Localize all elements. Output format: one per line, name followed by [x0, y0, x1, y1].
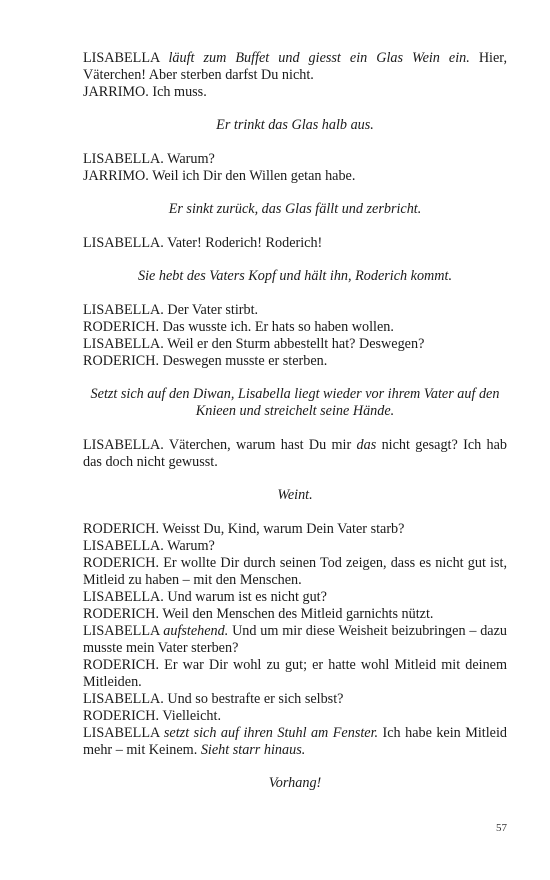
dialogue-line: RODERICH. Er war Dir wohl zu gut; er hatte wohl Mitleid mit deinem Mitleiden. — [83, 657, 507, 690]
dialogue-line: RODERICH. Weil den Menschen des Mitleid garnichts nützt. — [83, 606, 434, 622]
play-text — [83, 50, 507, 792]
stage-direction: Sie hebt des Vaters Kopf und hält ihn, Roderich kommt. — [137, 268, 453, 284]
stage-direction: Er trinkt das Glas halb aus. — [216, 117, 374, 133]
dialogue-line: LISABELLA. Der Vater stirbt. — [83, 302, 259, 318]
speech: Und um mir diese Weisheit beizubringen – dazu musste mein Vater sterben? — [83, 623, 508, 656]
speaker-name: LISABELLA — [83, 50, 160, 66]
speech: Hier, Väterchen! Aber sterben darfst Du nicht. — [83, 50, 507, 83]
dialogue-line: RODERICH. Vielleicht. — [83, 708, 221, 724]
dialogue-line: JARRIMO. Ich muss. — [83, 84, 207, 100]
speaker-name: LISABELLA — [83, 725, 160, 741]
emphasis: das — [356, 437, 377, 453]
dialogue-line: LISABELLA. Und warum ist es nicht gut? — [83, 589, 327, 605]
speech: Ich habe kein Mitleid mehr – mit Keinem. — [83, 725, 507, 758]
dialogue-line: RODERICH. Deswegen musste er sterben. — [83, 353, 328, 369]
dialogue-line: RODERICH. Das wusste ich. Er hats so haben wollen. — [83, 319, 394, 335]
stage-direction-inline: Sieht starr hinaus. — [200, 742, 306, 758]
dialogue-line: LISABELLA. Vater! Roderich! Roderich! — [83, 235, 323, 251]
dialogue-line: RODERICH. Weisst Du, Kind, warum Dein Vater starb? — [83, 521, 405, 537]
speaker-name: LISABELLA — [83, 623, 160, 639]
stage-direction: Setzt sich auf den Diwan, Lisabella liegt wieder vor ihrem Vater auf den Knieen und streichelt seine Hände. — [90, 386, 500, 419]
page-number: 57 — [496, 822, 507, 834]
dialogue-line — [83, 437, 507, 471]
dialogue-line: RODERICH. Er wollte Dir durch seinen Tod zeigen, dass es nicht gut ist, Mitleid zu haben – mit den Menschen. — [83, 555, 507, 588]
dialogue-line: JARRIMO. Weil ich Dir den Willen getan habe. — [83, 168, 356, 184]
stage-direction-inline: setzt sich auf ihren Stuhl am Fenster. — [163, 725, 379, 741]
stage-direction: Er sinkt zurück, das Glas fällt und zerbricht. — [168, 201, 422, 217]
speech: nicht gesagt? Ich hab das doch nicht gewusst. — [83, 437, 508, 470]
dialogue-line: LISABELLA. Weil er den Sturm abbestellt hat? Deswegen? — [83, 336, 425, 352]
dialogue-line — [83, 623, 507, 657]
stage-direction-inline: läuft zum Buffet und giesst ein Glas Wein ein. — [168, 50, 470, 66]
dialogue-line: LISABELLA. Warum? — [83, 538, 215, 554]
stage-direction: Weint. — [277, 487, 313, 503]
speech: LISABELLA. Väterchen, warum hast Du mir — [83, 437, 352, 453]
dialogue-line — [83, 50, 507, 84]
stage-direction-inline: aufstehend. — [163, 623, 229, 639]
dialogue-line: LISABELLA. Und so bestrafte er sich selbst? — [83, 691, 344, 707]
dialogue-line — [83, 725, 507, 759]
dialogue-line: LISABELLA. Warum? — [83, 151, 215, 167]
stage-direction-curtain: Vorhang! — [268, 775, 322, 791]
